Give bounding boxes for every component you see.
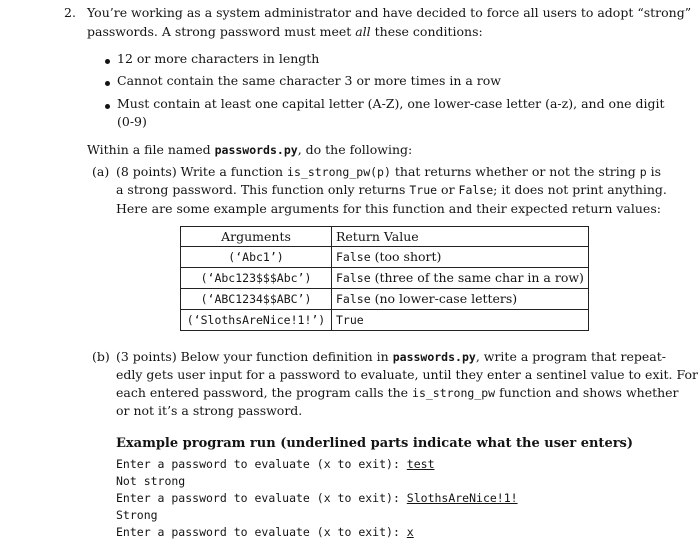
table-row xyxy=(181,247,589,268)
example-heading: Example program run (underlined parts indicate what the user enters) xyxy=(116,436,634,451)
run-output: Strong xyxy=(116,508,158,522)
arg-cell: (‘Abc1’) xyxy=(181,247,332,268)
run-output: Not strong xyxy=(116,474,186,488)
part-b-label: (b) xyxy=(92,349,110,364)
header-arguments: Arguments xyxy=(181,227,332,247)
user-input: SlothsAreNice!1! xyxy=(406,491,518,505)
intro-line-2: passwords. A strong password must meet all these conditions: xyxy=(87,24,483,39)
bullet-icon xyxy=(105,81,110,86)
within-file-line: Within a file named passwords.py, do the following: xyxy=(87,142,413,157)
bullet-icon xyxy=(105,104,110,109)
condition-item: Cannot contain the same character 3 or more times in a row xyxy=(117,73,501,88)
return-cell: False (too short) xyxy=(332,247,589,268)
part-a-line-2: a strong password. This function only returns True or False; it does not print anything. xyxy=(116,182,667,197)
condition-item: Must contain at least one capital letter (A-Z), one lower-case letter (a-z), and one digit xyxy=(117,96,665,111)
return-cell: False (no lower-case letters) xyxy=(332,289,589,310)
arg-cell: (‘SlothsAreNice!1!’) xyxy=(181,310,332,331)
table-row xyxy=(181,268,589,289)
condition-item: 12 or more characters in length xyxy=(117,51,320,66)
arg-cell: (‘Abc123$$$Abc’) xyxy=(181,268,332,289)
part-b-line-1: (3 points) Below your function definition in passwords.py, write a program that repeat- xyxy=(116,349,667,364)
part-a-line-1: (8 points) Write a function is_strong_pw(p) that returns whether or not the string p is xyxy=(116,164,662,179)
part-b-line-4: or not it’s a strong password. xyxy=(116,403,303,418)
part-b-line-3: each entered password, the program calls the is_strong_pw function and shows whether xyxy=(116,385,679,400)
user-input: test xyxy=(406,457,435,471)
question-number: 2. xyxy=(64,5,76,20)
example-table xyxy=(180,226,589,331)
part-a-line-3: Here are some example arguments for this function and their expected return values: xyxy=(116,201,661,216)
part-a-label: (a) xyxy=(92,164,110,179)
table-row xyxy=(181,289,589,310)
arg-cell: (‘ABC1234$$ABC’) xyxy=(181,289,332,310)
return-cell: False (three of the same char in a row) xyxy=(332,268,589,289)
run-line: Enter a password to evaluate (x to exit): test xyxy=(116,457,435,471)
table-row xyxy=(181,310,589,331)
intro-line-1: You’re working as a system administrator and have decided to force all users to adopt “strong” xyxy=(87,5,692,20)
user-input: x xyxy=(406,525,414,539)
run-line: Enter a password to evaluate (x to exit): x xyxy=(116,525,414,539)
bullet-icon xyxy=(105,59,110,64)
header-return-value: Return Value xyxy=(332,227,589,247)
part-b-line-2: edly gets user input for a password to evaluate, until they enter a sentinel value to exit. For xyxy=(116,367,698,382)
table-header-row xyxy=(181,227,589,247)
return-cell: True xyxy=(332,310,589,331)
run-line: Enter a password to evaluate (x to exit): SlothsAreNice!1! xyxy=(116,491,518,505)
condition-item-continued: (0-9) xyxy=(117,114,147,129)
